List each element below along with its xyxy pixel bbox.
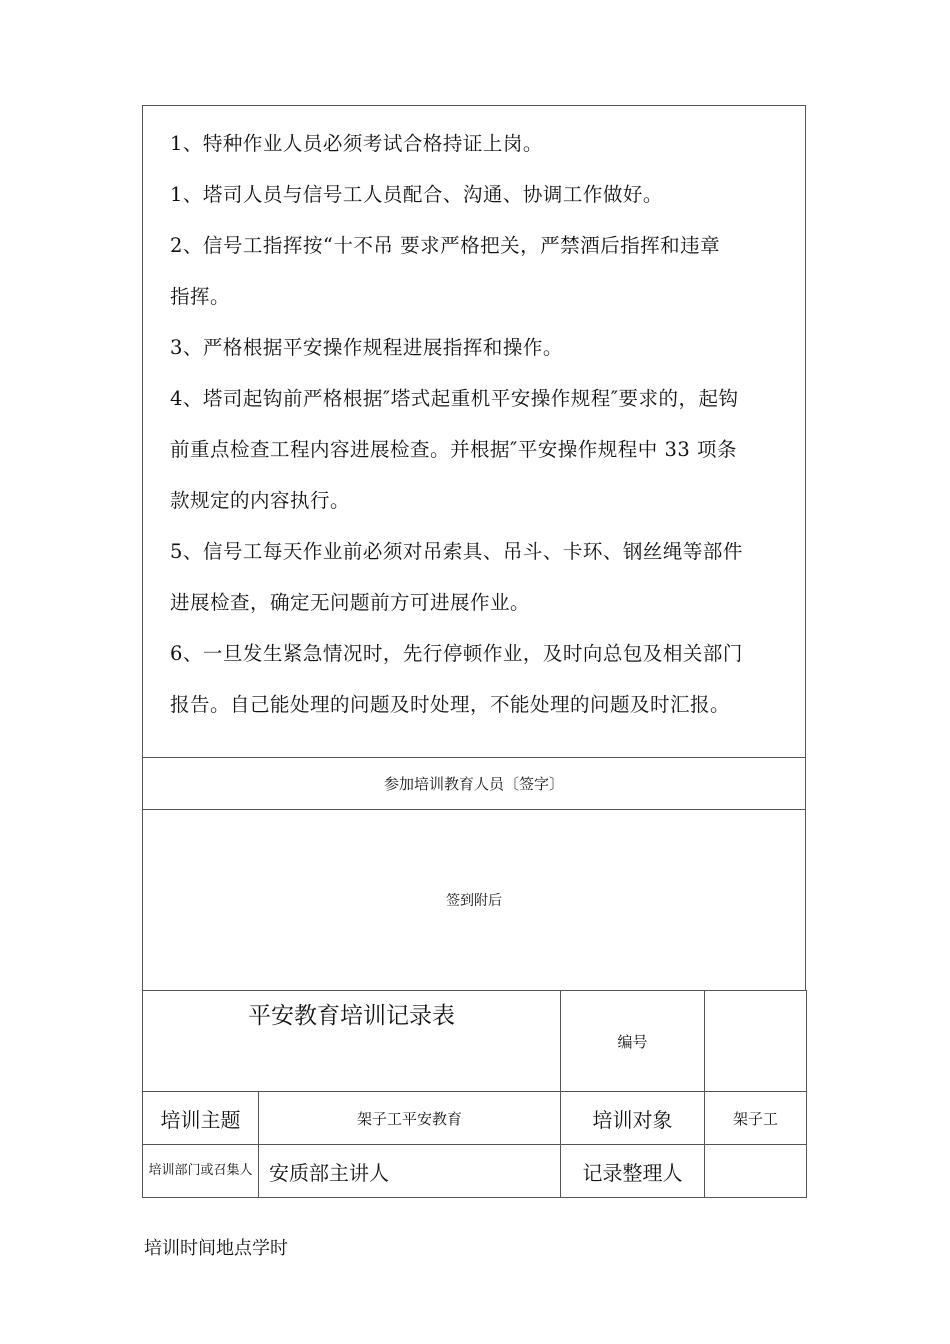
rule-line: 6、一旦发生紧急情况时，先行停顿作业，及时向总包及相关部门 xyxy=(170,642,743,665)
record-title: 平安教育培训记录表 xyxy=(143,991,561,1092)
rules-list xyxy=(170,118,810,730)
target-value: 架子工 xyxy=(705,1092,807,1145)
rule-line: 1、特种作业人员必须考试合格持证上岗。 xyxy=(170,132,543,155)
number-label: 编号 xyxy=(561,991,705,1092)
recorder-value xyxy=(705,1145,807,1198)
rule-line: 前重点检查工程内容进展检查。并根据″平安操作规程中 33 项条 xyxy=(170,438,737,461)
topic-value: 架子工平安教育 xyxy=(259,1092,561,1145)
recorder-label: 记录整理人 xyxy=(561,1145,705,1198)
dept-value: 安质部主讲人 xyxy=(259,1145,561,1198)
rule-line: 指挥。 xyxy=(170,285,231,308)
rule-line: 报告。自己能处理的问题及时处理，不能处理的问题及时汇报。 xyxy=(170,693,731,716)
signature-header: 参加培训教育人员〔签字〕 xyxy=(142,757,806,809)
dept-label: 培训部门或召集人 xyxy=(143,1145,259,1198)
rule-line: 3、严格根据平安操作规程进展指挥和操作。 xyxy=(170,336,563,359)
rules-section xyxy=(142,105,806,757)
rule-line: 1、塔司人员与信号工人员配合、沟通、协调工作做好。 xyxy=(170,183,663,206)
signature-note: 签到附后 xyxy=(142,809,806,990)
topic-label: 培训主题 xyxy=(143,1092,259,1145)
rule-line: 5、信号工每天作业前必须对吊索具、吊斗、卡环、钢丝绳等部件 xyxy=(170,540,743,563)
target-label: 培训对象 xyxy=(561,1092,705,1145)
rule-line: 进展检查，确定无问题前方可进展作业。 xyxy=(170,591,531,614)
footer-line: 培训时间地点学时 xyxy=(144,1238,288,1259)
rule-line: 4、塔司起钩前严格根据″塔式起重机平安操作规程″要求的，起钩 xyxy=(170,387,739,410)
rule-line: 2、信号工指挥按“十不吊 要求严格把关，严禁酒后指挥和违章 xyxy=(170,234,721,257)
rule-line: 款规定的内容执行。 xyxy=(170,489,351,512)
training-record-table xyxy=(142,990,807,1198)
number-value xyxy=(705,991,807,1092)
